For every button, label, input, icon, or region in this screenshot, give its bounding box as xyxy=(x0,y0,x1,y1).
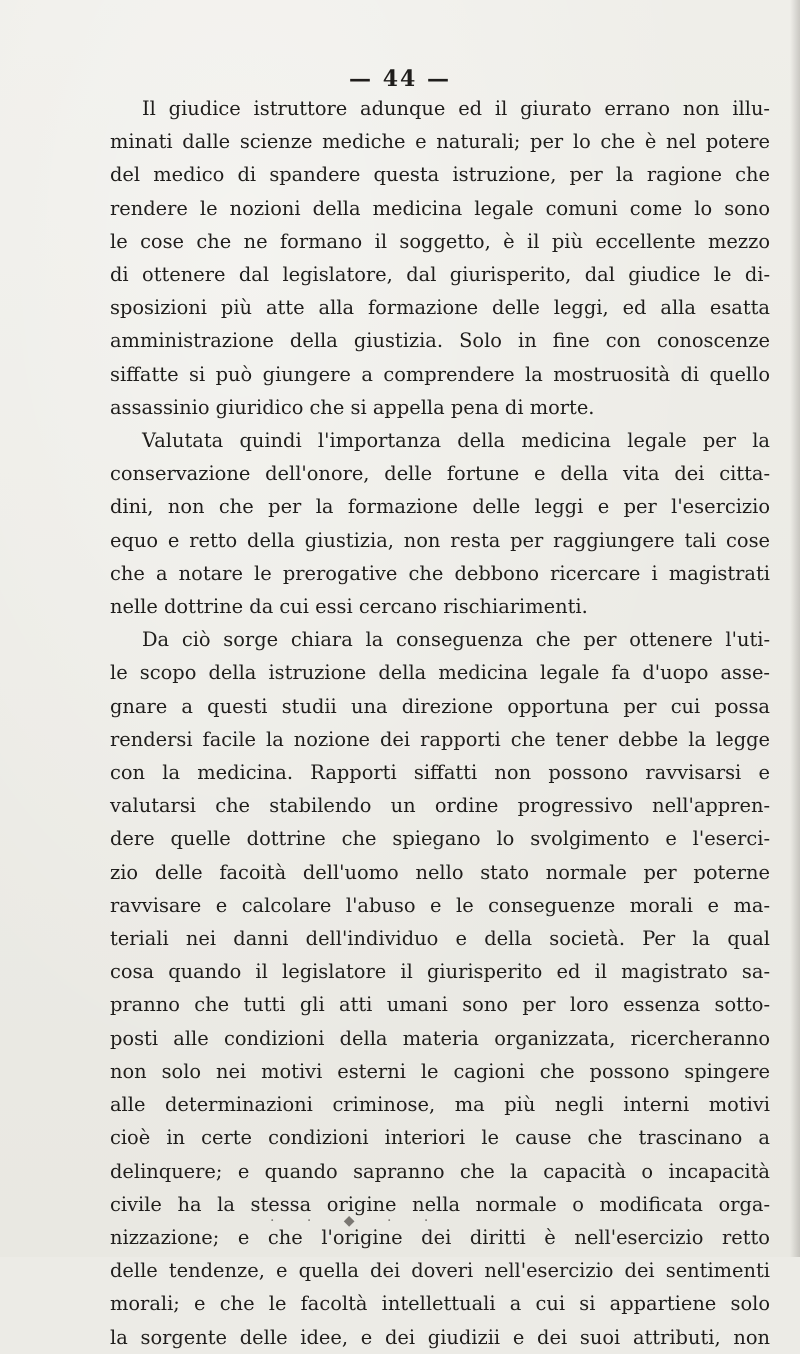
text-line: conservazione dell'onore, delle fortune e della vita dei citta- xyxy=(110,462,770,486)
text-line: civile ha la stessa origine nella normale o modificata orga- xyxy=(110,1192,770,1216)
text-line: che a notare le prerogative che debbono ricercare i magistrati xyxy=(110,561,770,585)
text-line: alle determinazioni criminose, ma più negli interni motivi xyxy=(110,1093,770,1117)
text-line: nizzazione; e che l'origine dei diritti è nell'esercizio retto xyxy=(110,1225,770,1249)
text-line: teriali nei danni dell'individuo e della società. Per la qual xyxy=(110,927,770,951)
body-text xyxy=(110,92,770,1354)
text-line: Valutata quindi l'importanza della medicina legale per la xyxy=(142,429,770,453)
text-line: nelle dottrine da cui essi cercano rischiarimenti. xyxy=(110,595,588,619)
text-line: rendersi facile la nozione dei rapporti che tener debbe la legge xyxy=(110,727,770,751)
text-line: assassinio giuridico che si appella pena di morte. xyxy=(110,395,595,419)
text-line: ravvisare e calcolare l'abuso e le conseguenze morali e ma- xyxy=(110,893,770,917)
text-line: posti alle condizioni della materia organizzata, ricercheranno xyxy=(110,1026,770,1050)
text-line: non solo nei motivi esterni le cagioni che possono spingere xyxy=(110,1059,770,1083)
text-line: gnare a questi studii una direzione opportuna per cui possa xyxy=(110,694,770,718)
text-line: le cose che ne formano il soggetto, è il più eccellente mezzo xyxy=(110,229,770,253)
text-line: siffatte si può giungere a comprendere la mostruosità di quello xyxy=(110,362,770,386)
text-line: rendere le nozioni della medicina legale comuni come lo sono xyxy=(110,196,770,220)
text-line: Il giudice istruttore adunque ed il giurato errano non illu- xyxy=(142,97,770,120)
page-number: — 44 — xyxy=(349,66,451,92)
text-line: delinquere; e quando sapranno che la capacità o incapacità xyxy=(110,1159,770,1183)
text-line: amministrazione della giustizia. Solo in fine con conoscenze xyxy=(110,329,770,353)
page-edge-shadow xyxy=(790,0,800,1257)
bottom-print-marks: · · ◆ · · xyxy=(270,1213,443,1229)
text-line: equo e retto della giustizia, non resta per raggiungere tali cose xyxy=(110,528,770,552)
text-line: del medico di spandere questa istruzione, per la ragione che xyxy=(110,163,770,187)
text-line: di ottenere dal legislatore, dal giurisperito, dal giudice le di- xyxy=(110,263,770,287)
text-line: cioè in certe condizioni interiori le cause che trascinano a xyxy=(110,1126,770,1150)
text-line: le scopo della istruzione della medicina legale fa d'uopo asse- xyxy=(110,661,770,685)
text-line: valutarsi che stabilendo un ordine progressivo nell'appren- xyxy=(110,794,770,818)
text-line: pranno che tutti gli atti umani sono per loro essenza sotto- xyxy=(110,993,770,1017)
text-line: Da ciò sorge chiara la conseguenza che per ottenere l'uti- xyxy=(142,628,770,652)
text-line: morali; e che le facoltà intellettuali a cui si appartiene solo xyxy=(110,1292,770,1316)
text-line: zio delle facoità dell'uomo nello stato normale per poterne xyxy=(110,860,770,884)
text-line: la sorgente delle idee, e dei giudizii e dei suoi attributi, non xyxy=(110,1325,770,1349)
text-line: dere quelle dottrine che spiegano lo svolgimento e l'eserci- xyxy=(110,827,770,851)
text-line: cosa quando il legislatore il giurisperito ed il magistrato sa- xyxy=(110,960,770,984)
text-line: con la medicina. Rapporti siffatti non possono ravvisarsi e xyxy=(110,761,770,785)
text-line: delle tendenze, e quella dei doveri nell'esercizio dei sentimenti xyxy=(110,1259,770,1283)
text-line: sposizioni più atte alla formazione delle leggi, ed alla esatta xyxy=(110,296,770,320)
text-line: minati dalle scienze mediche e naturali; per lo che è nel potere xyxy=(110,130,770,154)
text-line: dini, non che per la formazione delle leggi e per l'esercizio xyxy=(110,495,770,519)
